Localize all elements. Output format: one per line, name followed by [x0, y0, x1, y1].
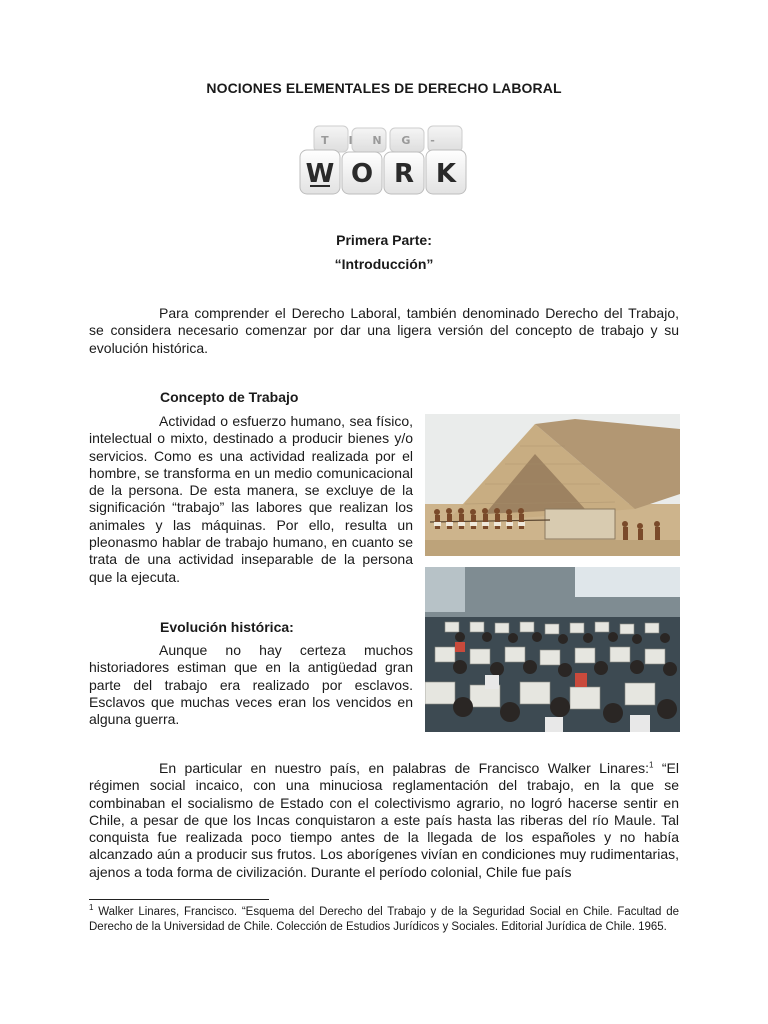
- logo-top-letters: T I N G -: [321, 134, 443, 147]
- concept-paragraph: Actividad o esfuerzo humano, sea físico, intelectual o mixto, destinado a producir bienes y/o servicios. Como es una actividad realizada por el hombre, se transforma en un medio comunicacional de la persona. De esta manera, se excluye de la significación “trabajo” las labores que realizan los animales y las máquinas. Por ello, resulta un pleonasmo hablar de trabajo humano, en cuanto se trata de una actividad inseparable de la persona que la ejecuta.: [89, 413, 413, 585]
- pyramid-workers-photo: [425, 414, 680, 556]
- document-title: NOCIONES ELEMENTALES DE DERECHO LABORAL: [206, 80, 562, 96]
- footnote-marker: 1: [89, 903, 94, 913]
- footnote-reference[interactable]: 1: [649, 760, 654, 770]
- particular-text-before-note: En particular en nuestro país, en palabras de Francisco Walker Linares:: [159, 760, 649, 776]
- footnote-text: Walker Linares, Francisco. “Esquema del Derecho del Trabajo y de la Seguridad Social en Chile. Facultad de Derecho de la Universidad de Chile. Colección de Estudios Jurídicos y Sociales. Editorial Jurídica de Chile. 1965.: [89, 906, 679, 933]
- footnote: [89, 905, 679, 935]
- particular-text-after-note: “El régimen social incaico, con una minuciosa reglamentación del trabajo, en la que se combinaban el socialismo de Estado con el colectivismo agrario, no logró hacerse sentir en Chile, a pesar de que los Incas conquistaron a este país hasta las riberas del río Maule. Tal conquista fue realizada poco tiempo antes de la llegada de los españoles y no había alcanzado aún a producir sus frutos. Los aborígenes vivían en condiciones muy rudimentarias, ajenos a toda forma de civilización. Durante el período colonial, Chile fue país: [89, 760, 679, 880]
- footnote-divider: [89, 899, 269, 900]
- part-label: Primera Parte:: [336, 232, 432, 248]
- evolution-paragraph: Aunque no hay certeza muchos historiadores estiman que en la antigüedad gran parte del trabajo era realizado por esclavos. Esclavos que muchas veces eran los vencidos en alguna guerra.: [89, 642, 413, 728]
- logo-letter-k: K: [435, 159, 457, 189]
- work-dice-image: [296, 124, 468, 200]
- particular-paragraph: [89, 760, 679, 881]
- logo-letter-w: W: [305, 159, 335, 189]
- part-subtitle: “Introducción”: [334, 256, 434, 272]
- logo-letter-r: R: [393, 159, 415, 189]
- concept-heading: Concepto de Trabajo: [160, 389, 299, 405]
- computer-room-photo: [425, 567, 680, 732]
- evolution-heading: Evolución histórica:: [160, 619, 294, 635]
- intro-paragraph: Para comprender el Derecho Laboral, también denominado Derecho del Trabajo, se considera necesario comenzar por dar una ligera versión del concepto de trabajo y su evolución histórica.: [89, 305, 679, 356]
- logo-letter-o: O: [350, 159, 374, 189]
